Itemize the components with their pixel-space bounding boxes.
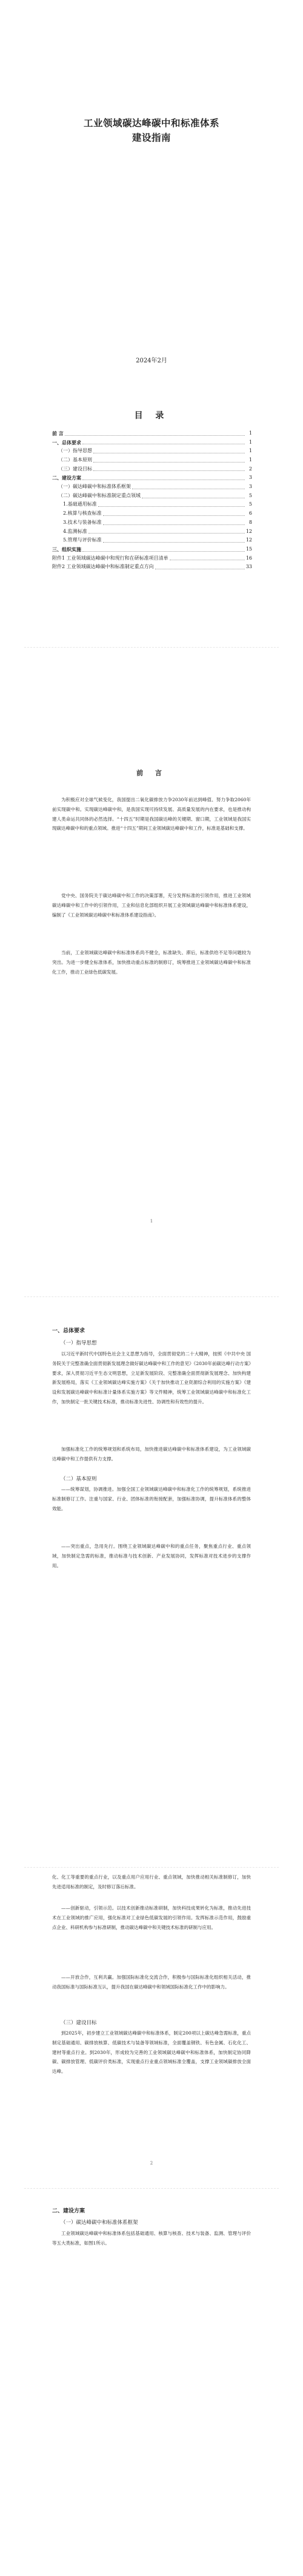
- preface-paragraph: 党中央、国务院关于碳达峰碳中和工作的决策部署，充分发挥标准的引领作用，推进工业领域碳达峰碳中和工作中的引领作用，工业和信息化部组织开展工业领域碳达峰碳中和标准体系建设，编制了《工业领域碳达峰碳中和标准体系建设指南》。: [52, 893, 251, 918]
- document-title-line-2: 建设指南: [132, 132, 171, 143]
- toc-leader-dots: [82, 551, 245, 552]
- subsection-heading: （二）基本原则: [61, 1476, 97, 1482]
- body-paragraph: ——开放合作，互利共赢。加强国际标准化交流合作，积极参与国际标准化组织相关活动，推动我国标准与国际标准互认，提升我国在碳达峰碳中和领域国际标准化工作中的影响力。: [52, 1974, 251, 1990]
- toc-entry-label: 1.基础通用标准: [63, 501, 97, 507]
- toc-entry-label: （二）基本原则: [58, 457, 92, 463]
- toc-leader-dots: [82, 443, 245, 444]
- toc-entry[interactable]: [52, 465, 252, 474]
- toc-entry-label: 附件1 工业领域碳达峰碳中和现行和在研标准项目清单: [52, 555, 168, 561]
- toc-entry[interactable]: [52, 527, 252, 537]
- toc-entry-label: 三、组织实施: [52, 546, 81, 552]
- page-divider: [24, 647, 279, 648]
- toc-entry-page: 5: [248, 492, 252, 498]
- section-heading: 一、总体要求: [52, 1328, 85, 1334]
- toc-entry[interactable]: [52, 456, 252, 465]
- page-2: [0, 649, 303, 1293]
- toc-leader-dots: [93, 470, 245, 471]
- body-paragraph: 化、化工等重要的重点行业，以及重点用户应用行业、重点领域，加快推动相关标准制修订，加快先进适用标准的制定，及时修订落后标准。: [52, 1874, 251, 1890]
- toc-entry-label: 3.技术与装备标准: [63, 519, 102, 525]
- document-date: 2024年2月: [136, 358, 167, 364]
- toc-leader-dots: [82, 479, 245, 480]
- toc-entry-page: 1: [248, 439, 252, 445]
- toc-entry[interactable]: [52, 483, 252, 492]
- page-number: 1: [150, 1219, 153, 1224]
- toc-leader-dots: [93, 452, 245, 453]
- toc-entry[interactable]: [52, 536, 252, 545]
- page-divider: [24, 2188, 279, 2189]
- toc-entry-page: 1: [248, 430, 252, 436]
- toc-entry-page: 33: [245, 564, 252, 570]
- subsection-heading: （三）建设目标: [61, 2020, 97, 2026]
- table-of-contents: [52, 429, 252, 572]
- toc-entry-page: 3: [248, 475, 252, 481]
- section-heading: 二、建设方案: [52, 2208, 85, 2214]
- page-divider: [24, 1296, 279, 1297]
- toc-entry-label: （一）指导思想: [58, 448, 92, 454]
- toc-entry-page: 1: [248, 457, 252, 463]
- toc-leader-dots: [103, 515, 245, 516]
- toc-leader-dots: [155, 568, 245, 569]
- toc-leader-dots: [170, 559, 245, 560]
- toc-entry[interactable]: [52, 473, 252, 483]
- preface-heading: 前 言: [136, 769, 167, 777]
- toc-entry[interactable]: [52, 492, 252, 501]
- toc-entry-page: 12: [245, 537, 252, 543]
- toc-entry-page: 12: [245, 528, 252, 534]
- toc-entry-page: 3: [248, 484, 252, 490]
- toc-entry-page: 16: [245, 555, 252, 561]
- toc-entry-label: （二）碳达峰碳中和标准制定重点领域: [58, 492, 141, 498]
- toc-entry-label: 一、总体要求: [52, 439, 81, 446]
- toc-entry[interactable]: [52, 429, 252, 438]
- toc-leader-dots: [65, 435, 245, 436]
- body-paragraph: 工业领域碳达峰碳中和标准体系包括基础通用、核算与核查、技术与装备、监测、管理与评价等五大类标准，如图1所示。: [52, 2231, 251, 2246]
- toc-entry-label: 2.核算与核查标准: [63, 510, 102, 517]
- toc-entry[interactable]: [52, 554, 252, 563]
- toc-entry-page: 2: [248, 466, 252, 472]
- toc-entry-page: 8: [248, 519, 252, 525]
- page-4: [0, 1869, 303, 2576]
- document-title-line-1: 工业领域碳达峰碳中和标准体系: [83, 117, 219, 129]
- toc-entry[interactable]: [52, 518, 252, 527]
- toc-entry-page: 6: [248, 510, 252, 517]
- toc-entry-label: （一）碳达峰碳中和标准体系框架: [58, 484, 131, 490]
- body-paragraph: ——创新驱动，引领示范。以技术创新推动标准研制，加快科技成果转化为标准，推动先进技术在工业领域的推广应用，强化标准对工业绿色低碳发展的引领作用。发挥标准示范作用，鼓励重点企业、科研机构参与标准研制，推动碳达峰碳中和关键技术标准的研制与应用。: [52, 1905, 251, 1930]
- toc-leader-dots: [142, 497, 245, 498]
- page-divider: [24, 1867, 279, 1868]
- toc-leader-dots: [88, 532, 245, 534]
- toc-entry-label: 前 言: [52, 430, 64, 436]
- toc-entry-label: 附件2 工业领域碳达峰碳中和标准制定重点方向: [52, 564, 154, 570]
- subsection-heading: （一）碳达峰碳中和标准体系框架: [61, 2220, 138, 2226]
- toc-entry[interactable]: [52, 447, 252, 456]
- toc-leader-dots: [98, 506, 245, 507]
- body-paragraph: 加强标准化工作的统筹规划和系统布局，加快推进碳达峰碳中和标准体系建设，为工业领域碳达峰碳中和工作提供有力支撑。: [52, 1446, 251, 1462]
- toc-entry[interactable]: [52, 438, 252, 447]
- body-paragraph: 以习近平新时代中国特色社会主义思想为指导，全面贯彻党的二十大精神，按照《中共中央 国务院关于完整准确全面贯彻新发展理念做好碳达峰碳中和工作的意见》《2030年前碳达峰行动方案》要求，深入贯彻习近平生态文明思想，立足新发展阶段、完整准确全面贯彻新发展理念、加快构建新发展格局，落实《工业领域碳达峰实施方案》《关于加快推动工业资源综合利用的实施方案》《建设和发展碳达峰碳中和标准计量体系实施方案》等文件精神，统筹工业领域碳达峰碳中和标准化工作，加快制定一批关键技术标准，推动标准先进性、协调性和有效性的提升。: [52, 1351, 251, 1405]
- toc-leader-dots: [93, 461, 245, 463]
- toc-entry[interactable]: [52, 509, 252, 518]
- toc-entry-page: 15: [245, 546, 252, 552]
- toc-entry[interactable]: [52, 501, 252, 510]
- toc-entry-page: 5: [248, 501, 252, 507]
- toc-entry-page: 1: [248, 448, 252, 454]
- toc-entry[interactable]: [52, 545, 252, 554]
- toc-entry-label: 5.管理与评价标准: [63, 537, 102, 543]
- toc-leader-dots: [103, 541, 245, 543]
- preface-paragraph: 为积极应对全球气候变化，我国提出二氧化碳排放力争2030年前达到峰值、努力争取2060年前实现碳中和。实现碳达峰碳中和，是我国实现可持续发展、高质量发展的内在要求，也是推动构建人类命运共同体的必然选择。“十四五”时期是我国碳达峰的关键期、窗口期，工业领域是我国实现碳达峰碳中和的重点领域。推进“十四五”期间工业领域碳达峰碳中和工作，标准是基础和支撑。: [52, 797, 251, 832]
- toc-entry-label: 二、建设方案: [52, 475, 81, 481]
- body-paragraph: ——统筹谋划，协调推进。加强全国工业领域碳达峰碳中和标准化工作的统筹规划，系统推进标准制修订工作。注重与国家、行业、团体标准的衔接配套，加强标准协调，提升标准体系的整体效能。: [52, 1486, 251, 1511]
- toc-entry-label: （三）建设目标: [58, 466, 92, 472]
- body-paragraph: ——突出重点，急用先行。围绕工业领域碳达峰碳中和的重点任务，聚焦重点行业、重点领域，加快制定急需的标准，推动标准与技术创新、产业发展协同，发挥标准对技术进步的支撑作用。: [52, 1544, 251, 1568]
- toc-heading: 目 录: [134, 411, 169, 421]
- toc-leader-dots: [103, 524, 245, 525]
- toc-entry-label: 4.监测标准: [63, 528, 87, 534]
- body-paragraph: 到2025年，初步建立工业领域碳达峰碳中和标准体系，制定200项以上碳达峰急需标准，重点制定基础通用、碳排放核算、低碳技术与装备等领域标准，全面覆盖钢铁、有色金属、石化化工、建材等重点行业。到2030年，形成较为完善的工业领域碳达峰碳中和标准体系，加快制定协同降碳、碳排放管理、低碳评价类标准，实现重点行业重点领域标准全覆盖，支撑工业领域碳排放全面达峰。: [52, 2030, 251, 2075]
- page-number: 2: [150, 2161, 153, 2166]
- toc-entry[interactable]: [52, 563, 252, 572]
- page-1: [0, 0, 303, 643]
- preface-paragraph: 当前，工业领域碳达峰碳中和标准体系尚不健全，标准缺失、滞后，标准供给不足等问题较为突出。为进一步健全标准体系，加快推动重点标准的制修订，统筹推进工业领域碳达峰碳中和标准化工作，推动工业绿色低碳发展。: [52, 950, 251, 975]
- page-3: [0, 1299, 303, 1942]
- toc-leader-dots: [132, 488, 245, 489]
- subsection-heading: （一）指导思想: [61, 1340, 97, 1346]
